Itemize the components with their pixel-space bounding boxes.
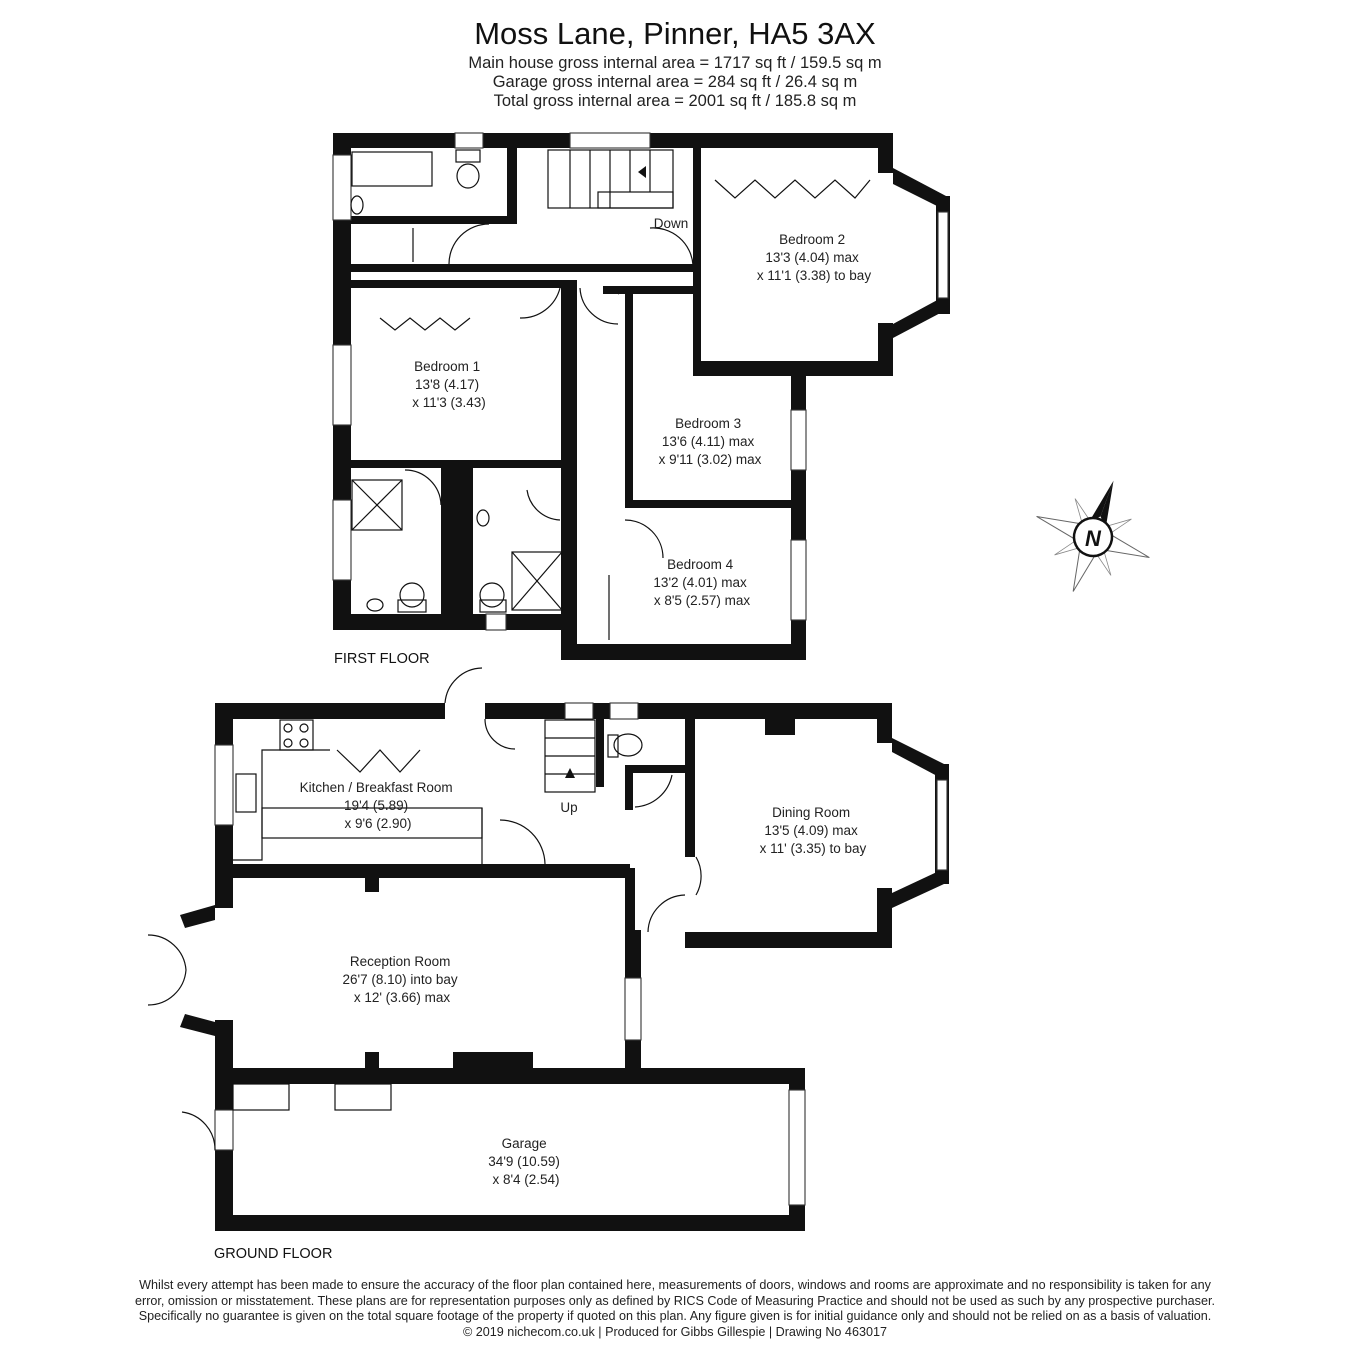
disclaimer-line: error, omission or misstatement. These plans are for representation purposes only as defined by RICS Code of Measuring Practice and should not be used as such by any prospective purchaser. <box>135 1293 1215 1308</box>
compass-north-label: N <box>1085 526 1101 551</box>
disclaimer-line: Specifically no guarantee is given on the total square footage of the property if quoted on this plan. Any figure given is for initial guidance only and should not be relied on as a basis of valuation. <box>138 1309 1212 1324</box>
garage-label: Garage 34'9 (10.59) x 8'4 (2.54) <box>488 1136 560 1187</box>
bedroom-4-label: Bedroom 4 13'2 (4.01) max x 8'5 (2.57) max <box>653 557 751 608</box>
garage-area: Garage gross internal area = 284 sq ft / 26.4 sq m <box>492 73 858 91</box>
ground-floor-plan <box>148 668 949 1262</box>
first-floor-label: FIRST FLOOR <box>334 651 430 667</box>
kitchen-label: Kitchen / Breakfast Room 19'4 (5.89) x 9'6 (2.90) <box>299 780 453 831</box>
reception-room-label: Reception Room 26'7 (8.10) into bay x 12' (3.66) max <box>342 954 458 1005</box>
page-title: Moss Lane, Pinner, HA5 3AX <box>474 16 876 51</box>
bedroom-3-label: Bedroom 3 13'6 (4.11) max x 9'11 (3.02) max <box>658 416 762 467</box>
bedroom-1-label: Bedroom 1 13'8 (4.17) x 11'3 (3.43) <box>412 359 486 410</box>
first-floor-plan <box>333 133 950 667</box>
dining-room-label: Dining Room 13'5 (4.09) max x 11' (3.35) to bay <box>759 805 867 856</box>
ground-floor-label: GROUND FLOOR <box>214 1246 333 1262</box>
main-house-area: Main house gross internal area = 1717 sq ft / 159.5 sq m <box>468 54 882 72</box>
disclaimer <box>40 1278 1310 1340</box>
stairs-up-label: Up <box>560 800 578 815</box>
total-area: Total gross internal area = 2001 sq ft / 185.8 sq m <box>493 92 857 110</box>
copyright-line: © 2019 nichecom.co.uk | Produced for Gibbs Gillespie | Drawing No 463017 <box>463 1324 887 1339</box>
disclaimer-line: Whilst every attempt has been made to ensure the accuracy of the floor plan contained here, measurements of doors, windows and rooms are approximate and no responsibility is taken for any <box>139 1278 1211 1292</box>
bedroom-2-label: Bedroom 2 13'3 (4.04) max x 11'1 (3.38) to bay <box>756 232 872 283</box>
stairs-down-label: Down <box>653 216 689 231</box>
